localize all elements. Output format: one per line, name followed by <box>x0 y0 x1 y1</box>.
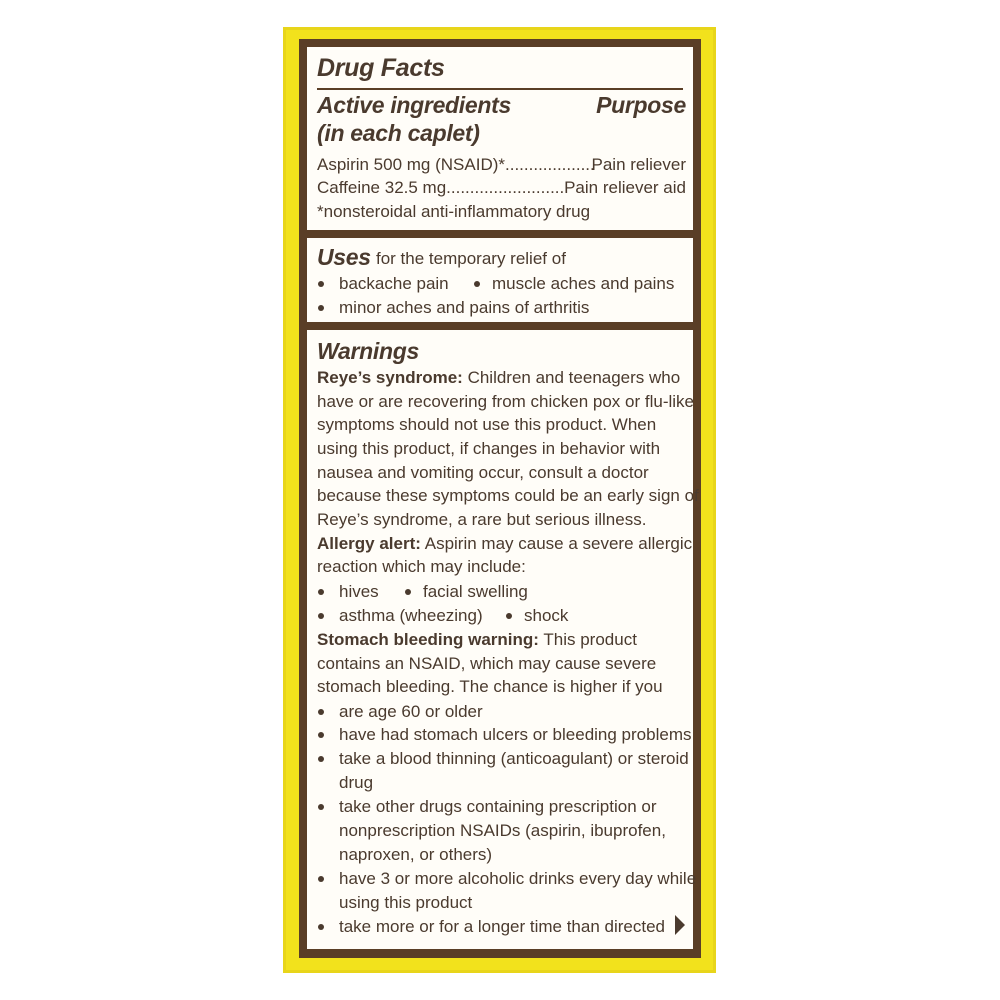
ingredient-aspirin: Aspirin 500 mg (NSAID)*................... <box>317 155 595 174</box>
reyes-line-5: nausea and vomiting occur, consult a doctor <box>317 463 649 482</box>
active-ingredients-panel <box>307 47 693 230</box>
stomach-bullet-alcohol-2: using this product <box>339 893 473 912</box>
bullet-icon <box>318 876 324 882</box>
title-divider <box>317 88 683 90</box>
reyes-label: Reye’s syndrome: <box>317 368 463 387</box>
stomach-bullet-nsaids-1: take other drugs containing prescription or <box>339 797 657 816</box>
allergy-line-2: reaction which may include: <box>317 557 526 576</box>
reyes-line-4: using this product, if changes in behavior with <box>317 439 661 458</box>
reyes-line-1 <box>317 369 680 386</box>
stomach-line-2: contains an NSAID, which may cause severe <box>317 654 657 673</box>
allergy-shock: shock <box>524 606 569 625</box>
bullet-icon <box>318 281 324 287</box>
stomach-text-1: This product <box>543 630 637 649</box>
continue-arrow-icon <box>675 915 685 935</box>
allergy-facial-swelling: facial swelling <box>423 582 528 601</box>
drug-facts-title: Drug Facts <box>317 54 445 82</box>
stomach-line-1 <box>317 631 637 648</box>
nsaid-footnote: *nonsteroidal anti-inflammatory drug <box>317 202 591 221</box>
bullet-icon <box>318 709 324 715</box>
bullet-icon <box>506 613 512 619</box>
reyes-line-3: symptoms should not use this product. When <box>317 415 657 434</box>
reyes-line-7: Reye’s syndrome, a rare but serious illness. <box>317 510 647 529</box>
uses-heading: Uses <box>317 244 371 270</box>
use-arthritis: minor aches and pains of arthritis <box>339 298 590 317</box>
reyes-text-1: Children and teenagers who <box>467 368 681 387</box>
ingredient-caffeine: Caffeine 32.5 mg......................... <box>317 178 565 197</box>
stomach-bullet-age: are age 60 or older <box>339 702 483 721</box>
bullet-icon <box>318 804 324 810</box>
stomach-bullet-alcohol-1: have 3 or more alcoholic drinks every day while <box>339 869 697 888</box>
stomach-line-3: stomach bleeding. The chance is higher if you <box>317 677 663 696</box>
bullet-icon <box>474 281 480 287</box>
stomach-bullet-nsaids-3: naproxen, or others) <box>339 845 493 864</box>
purpose-heading: Purpose <box>596 92 686 118</box>
stomach-bullet-longer: take more or for a longer time than directed <box>339 917 665 936</box>
bullet-icon <box>405 589 411 595</box>
stomach-bullet-ulcers: have had stomach ulcers or bleeding problems <box>339 725 692 744</box>
allergy-label: Allergy alert: <box>317 534 421 553</box>
uses-intro: for the temporary relief of <box>376 249 566 268</box>
stomach-bullet-blood-thinning-2: drug <box>339 773 374 792</box>
allergy-hives: hives <box>339 582 379 601</box>
bullet-icon <box>318 924 324 930</box>
bullet-icon <box>318 613 324 619</box>
warnings-heading: Warnings <box>317 338 419 364</box>
stomach-bullet-nsaids-2: nonprescription NSAIDs (aspirin, ibuprofen, <box>339 821 666 840</box>
bullet-icon <box>318 732 324 738</box>
stomach-label: Stomach bleeding warning: <box>317 630 539 649</box>
use-muscle-aches: muscle aches and pains <box>492 274 675 293</box>
active-ingredients-subheading: (in each caplet) <box>317 120 480 146</box>
bullet-icon <box>318 756 324 762</box>
allergy-asthma: asthma (wheezing) <box>339 606 483 625</box>
bullet-icon <box>318 305 324 311</box>
allergy-text-1: Aspirin may cause a severe allergic <box>424 534 693 553</box>
use-backache: backache pain <box>339 274 449 293</box>
stomach-bullet-blood-thinning-1: take a blood thinning (anticoagulant) or steroid <box>339 749 689 768</box>
active-ingredients-heading: Active ingredients <box>317 92 511 118</box>
bullet-icon <box>318 589 324 595</box>
warnings-panel <box>307 330 699 949</box>
allergy-line-1 <box>317 535 692 552</box>
reyes-line-6: because these symptoms could be an early sign of <box>317 486 699 505</box>
reyes-line-2: have or are recovering from chicken pox or flu-like <box>317 392 694 411</box>
purpose-caffeine: Pain reliever aid <box>564 178 686 197</box>
purpose-aspirin: Pain reliever <box>591 155 686 174</box>
uses-panel <box>307 238 693 322</box>
